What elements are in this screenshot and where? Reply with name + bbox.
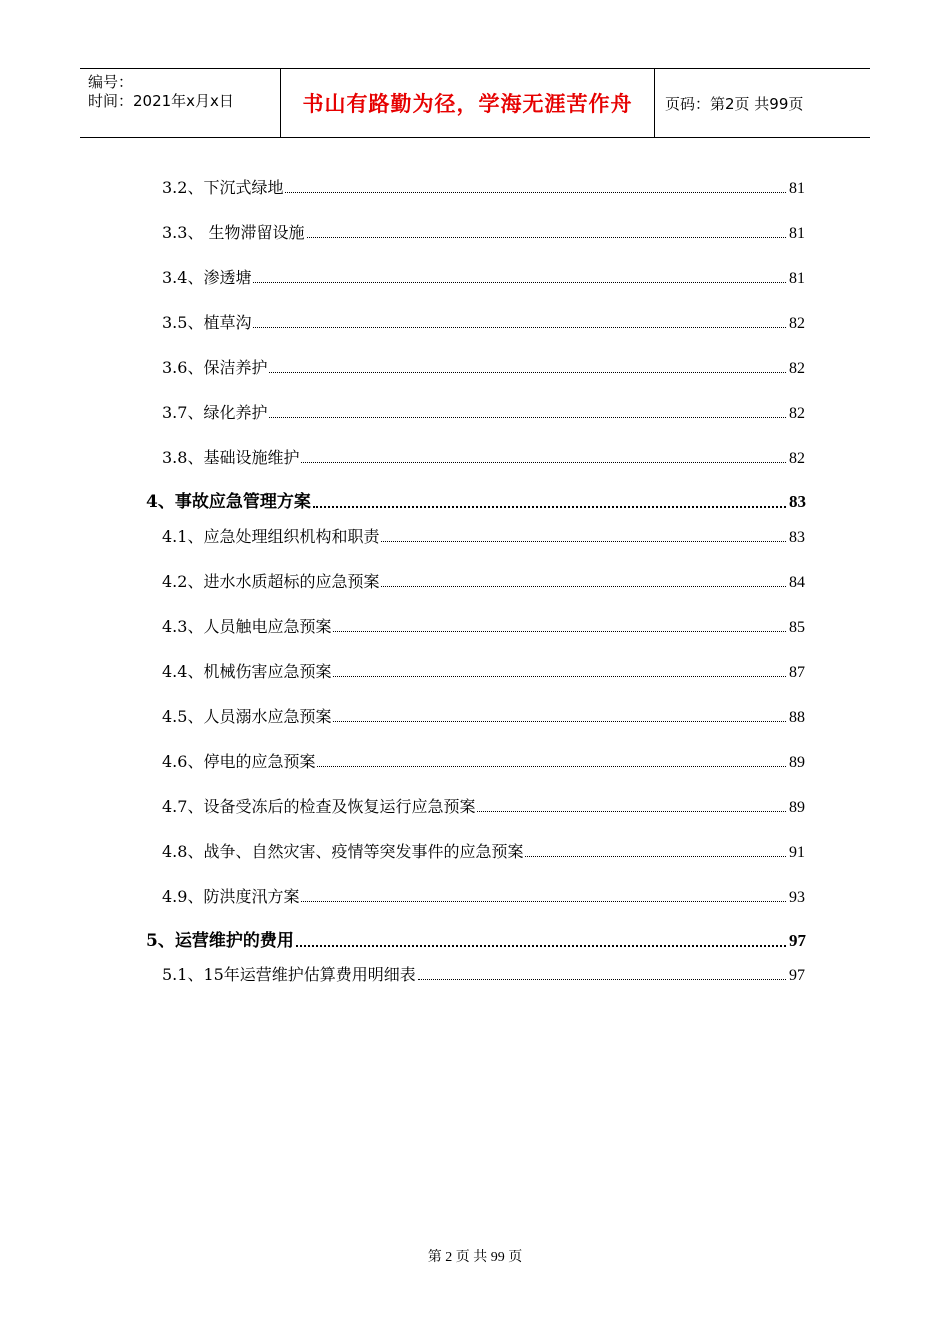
toc-entry-title: 4.9、防洪度汛方案 — [162, 887, 300, 906]
toc-entry-page-number: 83 — [789, 529, 805, 546]
toc-entry[interactable] — [162, 401, 805, 423]
toc-entry-page-number: 81 — [789, 270, 805, 287]
header-page-info-cell — [655, 69, 870, 137]
toc-entry[interactable] — [162, 750, 805, 772]
toc-entry-title: 4.4、机械伤害应急预案 — [162, 662, 332, 681]
toc-entry-title: 4.1、应急处理组织机构和职责 — [162, 527, 380, 546]
toc-entry[interactable] — [146, 929, 806, 951]
toc-entry[interactable] — [162, 311, 805, 333]
toc-entry-page-number: 83 — [789, 492, 806, 511]
toc-entry[interactable] — [162, 570, 805, 592]
toc-entry-title: 4、事故应急管理方案 — [146, 492, 311, 512]
toc-entry-title: 5.1、15年运营维护估算费用明细表 — [162, 965, 416, 984]
toc-dot-leader — [296, 945, 786, 947]
toc-entry-page-number: 91 — [789, 844, 805, 861]
toc-dot-leader — [381, 586, 786, 587]
toc-entry[interactable] — [162, 840, 805, 862]
toc-dot-leader — [525, 856, 786, 857]
toc-dot-leader — [381, 541, 786, 542]
toc-dot-leader — [253, 282, 786, 283]
header-date-label: 时间：2021年x月x日 — [88, 92, 234, 110]
toc-dot-leader — [301, 462, 786, 463]
toc-entry-title: 5、运营维护的费用 — [146, 931, 294, 951]
toc-entry-title: 3.2、下沉式绿地 — [162, 178, 284, 197]
toc-entry-title: 3.8、基础设施维护 — [162, 448, 300, 467]
toc-entry[interactable] — [162, 885, 805, 907]
toc-entry[interactable] — [146, 490, 806, 512]
toc-entry[interactable] — [162, 615, 805, 637]
toc-entry-title: 4.5、人员溺水应急预案 — [162, 707, 332, 726]
toc-dot-leader — [313, 506, 786, 508]
toc-dot-leader — [269, 372, 786, 373]
toc-entry-page-number: 85 — [789, 619, 805, 636]
header-code-label: 编号： — [88, 73, 134, 91]
header-page-info: 页码：第2页 共99页 — [665, 94, 804, 113]
toc-dot-leader — [333, 676, 786, 677]
toc-entry[interactable] — [162, 176, 805, 198]
toc-entry-title: 4.6、停电的应急预案 — [162, 752, 316, 771]
toc-dot-leader — [317, 766, 786, 767]
page-header — [80, 68, 870, 138]
toc-entry-page-number: 82 — [789, 315, 805, 332]
toc-entry-page-number: 81 — [789, 180, 805, 197]
toc-entry[interactable] — [162, 660, 805, 682]
toc-entry-page-number: 81 — [789, 225, 805, 242]
toc-entry-title: 4.7、设备受冻后的检查及恢复运行应急预案 — [162, 797, 476, 816]
header-meta — [80, 69, 280, 137]
toc-entry-page-number: 84 — [789, 574, 805, 591]
toc-entry-page-number: 87 — [789, 664, 805, 681]
toc-entry-page-number: 89 — [789, 754, 805, 771]
toc-dot-leader — [477, 811, 786, 812]
toc-dot-leader — [253, 327, 786, 328]
toc-dot-leader — [301, 901, 786, 902]
toc-entry-title: 3.5、植草沟 — [162, 313, 252, 332]
toc-entry-title: 3.6、保洁养护 — [162, 358, 268, 377]
toc-entry[interactable] — [162, 221, 805, 243]
toc-entry[interactable] — [162, 356, 805, 378]
toc-entry-page-number: 82 — [789, 360, 805, 377]
page-footer: 第 2 页 共 99 页 — [427, 1250, 523, 1265]
toc-entry[interactable] — [162, 963, 805, 985]
toc-entry[interactable] — [162, 525, 805, 547]
toc-entry-page-number: 82 — [789, 450, 805, 467]
toc-entry-title: 4.2、进水水质超标的应急预案 — [162, 572, 380, 591]
toc-entry-title: 4.3、人员触电应急预案 — [162, 617, 332, 636]
toc-entry-title: 4.8、战争、自然灾害、疫情等突发事件的应急预案 — [162, 842, 524, 861]
toc-entry-page-number: 93 — [789, 889, 805, 906]
toc-entry-title: 3.7、绿化养护 — [162, 403, 268, 422]
toc-dot-leader — [307, 237, 786, 238]
toc-dot-leader — [418, 979, 786, 980]
toc-entry[interactable] — [162, 705, 805, 727]
toc-dot-leader — [333, 721, 786, 722]
toc-entry-page-number: 88 — [789, 709, 805, 726]
toc-entry[interactable] — [162, 266, 805, 288]
toc-entry-page-number: 97 — [789, 931, 806, 950]
header-motto-cell — [281, 69, 654, 137]
toc-entry-page-number: 97 — [789, 967, 805, 984]
toc-entry[interactable] — [162, 446, 805, 468]
header-motto: 书山有路勤为径，学海无涯苦作舟 — [302, 92, 633, 116]
toc-entry-title: 3.4、渗透塘 — [162, 268, 252, 287]
toc-entry-title: 3.3、 生物滞留设施 — [162, 223, 305, 242]
toc-dot-leader — [333, 631, 786, 632]
toc-entry-page-number: 89 — [789, 799, 805, 816]
toc-entry[interactable] — [162, 795, 805, 817]
toc-dot-leader — [285, 192, 786, 193]
toc-dot-leader — [269, 417, 786, 418]
toc-entry-page-number: 82 — [789, 405, 805, 422]
